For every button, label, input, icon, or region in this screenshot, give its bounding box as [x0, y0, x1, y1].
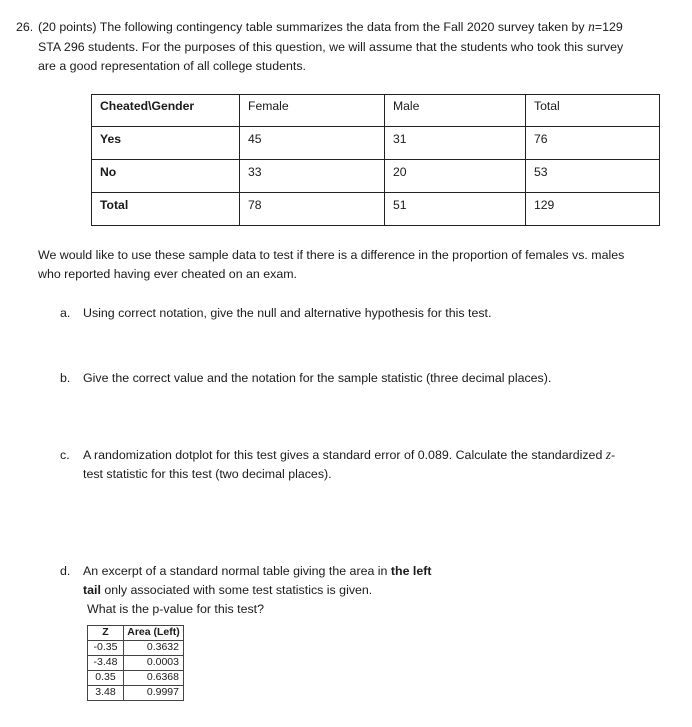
cell-yes-female: 45: [240, 127, 385, 160]
header-female: Female: [240, 95, 385, 127]
z-header: Z: [88, 626, 124, 641]
cell-no-female: 33: [240, 160, 385, 193]
table-row: [88, 671, 184, 686]
part-d-bold-left: the left: [390, 564, 432, 578]
z-value: 3.48: [88, 686, 124, 701]
cell-yes-total: 76: [526, 127, 660, 160]
row-label-total: Total: [92, 193, 240, 226]
part-c-text-pre: A randomization dotplot for this test gives a standard error of 0.089. Calculate the standardized: [83, 448, 606, 462]
question-intro-line-2: STA 296 students. For the purposes of this question, we will assume that the students who took this survey: [38, 40, 624, 54]
z-table: [87, 625, 184, 701]
z-table-header-row: [88, 626, 184, 641]
z-value: 0.35: [88, 671, 124, 686]
cell-no-total: 53: [526, 160, 660, 193]
context-line-1: We would like to use these sample data to test if there is a difference in the proportion of females vs. males: [38, 248, 625, 262]
row-label-yes: Yes: [92, 127, 240, 160]
intro-text-pre: (20 points) The following contingency table summarizes the data from the Fall 2020 survey taken by: [38, 20, 589, 34]
table-row: [88, 656, 184, 671]
table-row: [92, 127, 660, 160]
table-row: [92, 193, 660, 226]
part-d-label: d.: [60, 564, 71, 578]
part-c-line-1: [83, 446, 615, 464]
table-row: [92, 160, 660, 193]
n-variable: n: [588, 19, 595, 34]
part-c-text-post: -: [611, 448, 616, 462]
area-header: Area (Left): [124, 626, 184, 641]
cell-no-male: 20: [385, 160, 526, 193]
area-value: 0.6368: [124, 671, 184, 686]
part-d-line-3: What is the p-value for this test?: [87, 602, 264, 616]
area-value: 0.3632: [124, 641, 184, 656]
part-b-label: b.: [60, 371, 71, 385]
z-value: -3.48: [88, 656, 124, 671]
part-d-text-post: only associated with some test statistics is given.: [100, 583, 373, 597]
question-intro-line-3: are a good representation of all college students.: [38, 59, 306, 73]
part-d-line-1: [83, 562, 432, 580]
table-header-row: [92, 95, 660, 127]
z-value: -0.35: [88, 641, 124, 656]
part-c-line-2: test statistic for this test (two decimal places).: [83, 467, 332, 481]
cell-total-total: 129: [526, 193, 660, 226]
contingency-table: [91, 94, 660, 226]
header-total: Total: [526, 95, 660, 127]
part-a-text: Using correct notation, give the null and alternative hypothesis for this test.: [83, 306, 492, 320]
part-a-label: a.: [60, 306, 71, 320]
table-row: [88, 641, 184, 656]
header-cheated-gender: Cheated\Gender: [92, 95, 240, 127]
area-value: 0.0003: [124, 656, 184, 671]
header-male: Male: [385, 95, 526, 127]
part-d-text-pre: An excerpt of a standard normal table giving the area in: [83, 564, 391, 578]
table-row: [88, 686, 184, 701]
area-value: 0.9997: [124, 686, 184, 701]
question-number: 26.: [16, 20, 34, 34]
z-variable: z: [605, 447, 612, 462]
context-line-2: who reported having ever cheated on an exam.: [38, 267, 297, 281]
part-b-text: Give the correct value and the notation for the sample statistic (three decimal places).: [83, 371, 552, 385]
part-d-bold-tail: tail: [83, 583, 101, 597]
part-d-line-2: [83, 581, 372, 599]
cell-yes-male: 31: [385, 127, 526, 160]
row-label-no: No: [92, 160, 240, 193]
cell-total-female: 78: [240, 193, 385, 226]
cell-total-male: 51: [385, 193, 526, 226]
intro-text-post: =129: [594, 20, 623, 34]
question-intro-line-1: [38, 18, 623, 36]
part-c-label: c.: [60, 448, 70, 462]
